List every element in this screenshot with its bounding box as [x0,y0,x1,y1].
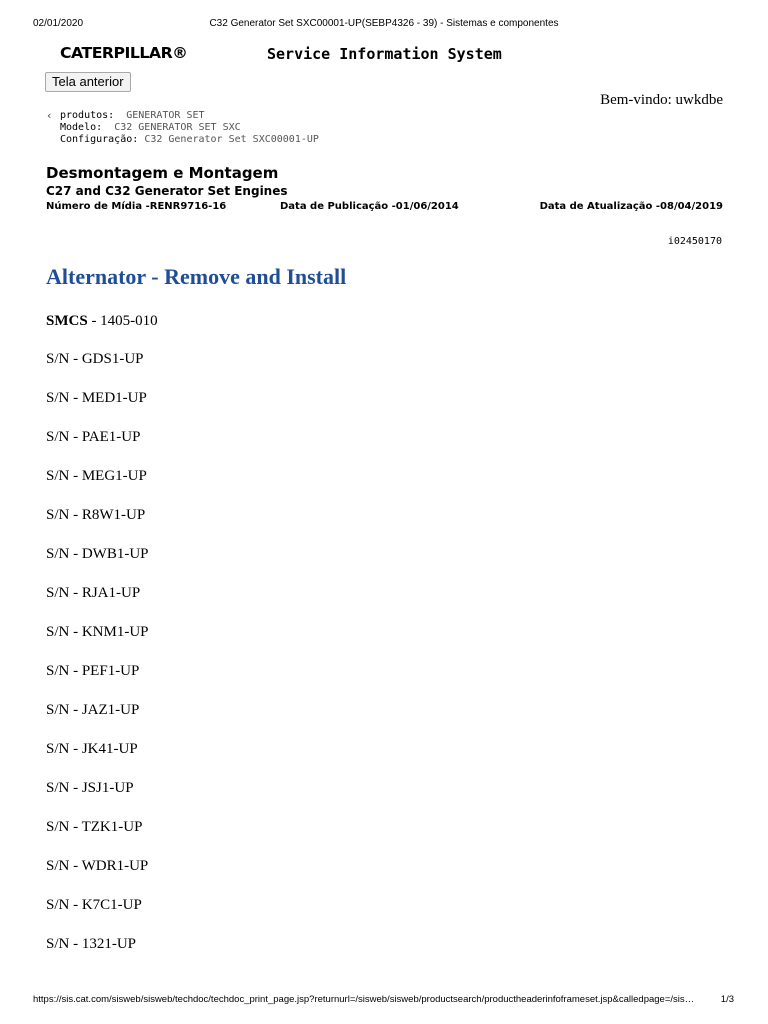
serial-number-label: S/N [46,741,70,757]
serial-number-value: RJA1-UP [81,585,141,601]
serial-number-item: S/N - K7C1-UP [46,897,142,913]
serial-number-item: S/N - MED1-UP [46,390,147,406]
serial-number-item: S/N - KNM1-UP [46,624,149,640]
breadcrumb-product: produtos: GENERATOR SET [60,110,205,121]
serial-number-value: JAZ1-UP [81,702,140,718]
smcs-code [46,313,158,330]
back-button[interactable]: Tela anterior [45,72,131,92]
serial-number-value: JSJ1-UP [81,780,134,796]
serial-number-label: S/N [46,702,70,718]
serial-number-value: WDR1-UP [81,858,149,874]
system-title: Service Information System [267,45,502,63]
print-page-title: C32 Generator Set SXC00001-UP(SEBP4326 - 39) - Sistemas e componentes [209,18,559,29]
serial-number-item: S/N - GDS1-UP [46,351,144,367]
serial-number-value: MED1-UP [81,390,147,406]
serial-number-item: S/N - MEG1-UP [46,468,147,484]
serial-number-value: 1321-UP [81,936,137,952]
serial-number-label: S/N [46,585,70,601]
print-date: 02/01/2020 [33,18,84,29]
welcome-text: Bem-vindo: uwkdbe [600,92,723,108]
document-subtitle: C27 and C32 Generator Set Engines [46,184,288,198]
serial-number-label: S/N [46,507,70,523]
serial-number-item: S/N - JAZ1-UP [46,702,140,718]
serial-number-label: S/N [46,897,70,913]
update-date: Data de Atualização -08/04/2019 [539,201,723,212]
serial-number-value: KNM1-UP [81,624,149,640]
serial-number-label: S/N [46,780,70,796]
serial-number-label: S/N [46,390,70,406]
serial-number-item: S/N - WDR1-UP [46,858,149,874]
serial-number-value: R8W1-UP [81,507,146,523]
serial-number-value: JK41-UP [81,741,138,757]
serial-number-item: S/N - PEF1-UP [46,663,140,679]
serial-number-value: MEG1-UP [81,468,147,484]
serial-number-value: TZK1-UP [81,819,143,835]
serial-number-item: S/N - R8W1-UP [46,507,146,523]
serial-number-value: DWB1-UP [81,546,149,562]
serial-number-item: S/N - JSJ1-UP [46,780,134,796]
caterpillar-logo: CATERPILLAR® [60,44,188,62]
document-id: i02450170 [667,236,722,247]
serial-number-label: S/N [46,429,70,445]
page-title: Alternator - Remove and Install [46,264,347,289]
serial-number-value: PEF1-UP [81,663,140,679]
serial-number-label: S/N [46,546,70,562]
serial-number-value: PAE1-UP [81,429,141,445]
breadcrumb-model: Modelo: C32 GENERATOR SET SXC [60,122,241,133]
serial-number-label: S/N [46,468,70,484]
serial-number-item: S/N - PAE1-UP [46,429,141,445]
serial-number-label: S/N [46,819,70,835]
serial-number-label: S/N [46,624,70,640]
serial-number-label: S/N [46,663,70,679]
page-number: 1/3 [720,994,734,1005]
serial-number-label: S/N [46,858,70,874]
smcs-value: - 1405-010 [87,313,158,329]
serial-number-label: S/N [46,351,70,367]
serial-number-value: GDS1-UP [81,351,144,367]
serial-number-item: S/N - RJA1-UP [46,585,141,601]
serial-number-item: S/N - 1321-UP [46,936,137,952]
serial-number-value: K7C1-UP [81,897,142,913]
breadcrumb [46,110,319,146]
breadcrumb-configuration: Configuração: C32 Generator Set SXC00001-UP [60,134,319,145]
document-type: Desmontagem e Montagem [46,164,279,182]
serial-number-item: S/N - DWB1-UP [46,546,149,562]
serial-number-label: S/N [46,936,70,952]
chevron-left-icon[interactable]: ‹ [46,109,53,122]
serial-number-list [46,352,149,976]
smcs-label: SMCS [46,313,88,329]
serial-number-item: S/N - JK41-UP [46,741,138,757]
serial-number-item: S/N - TZK1-UP [46,819,143,835]
page-url: https://sis.cat.com/sisweb/sisweb/techdoc/techdoc_print_page.jsp?returnurl=/sisweb/sisweb/productsearch/productheaderinfoframeset.jsp&calledpage=/sis… [33,994,695,1005]
publication-date: Data de Publicação -01/06/2014 [280,201,459,212]
media-number: Número de Mídia -RENR9716-16 [46,201,227,212]
